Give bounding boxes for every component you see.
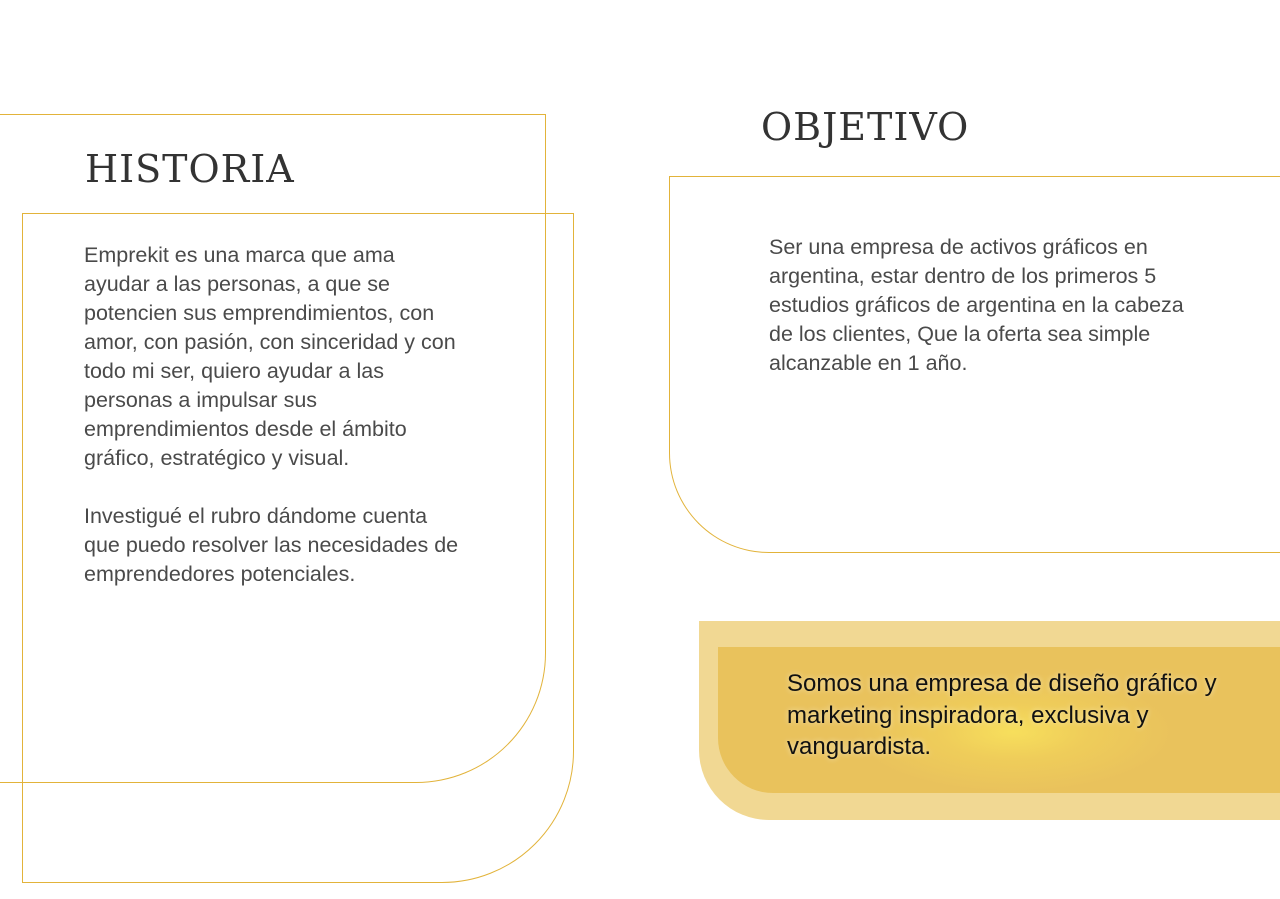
objetivo-title: OBJETIVO [761,105,970,149]
historia-paragraph-2: Investigué el rubro dándome cuenta que puedo resolver las necesidades de emprendedores potenciales. [84,504,459,586]
objetivo-paragraph: Ser una empresa de activos gráficos en argentina, estar dentro de los primeros 5 estudios gráficos de argentina en la cabeza de los clientes, Que la oferta sea simple alcanzable en 1 año. [769,235,1184,375]
historia-paragraph-1: Emprekit es una marca que ama ayudar a las personas, a que se potencien sus emprendimientos, con amor, con pasión, con sinceridad y con todo mi ser, quiero ayudar a las personas a impulsar sus emprendimientos desde el ámbito gráfico, estratégico y visual. [84,243,456,470]
historia-title: HISTORIA [85,147,295,191]
callout-statement: Somos una empresa de diseño gráfico y marketing inspiradora, exclusiva y vanguardista. [787,670,1217,760]
